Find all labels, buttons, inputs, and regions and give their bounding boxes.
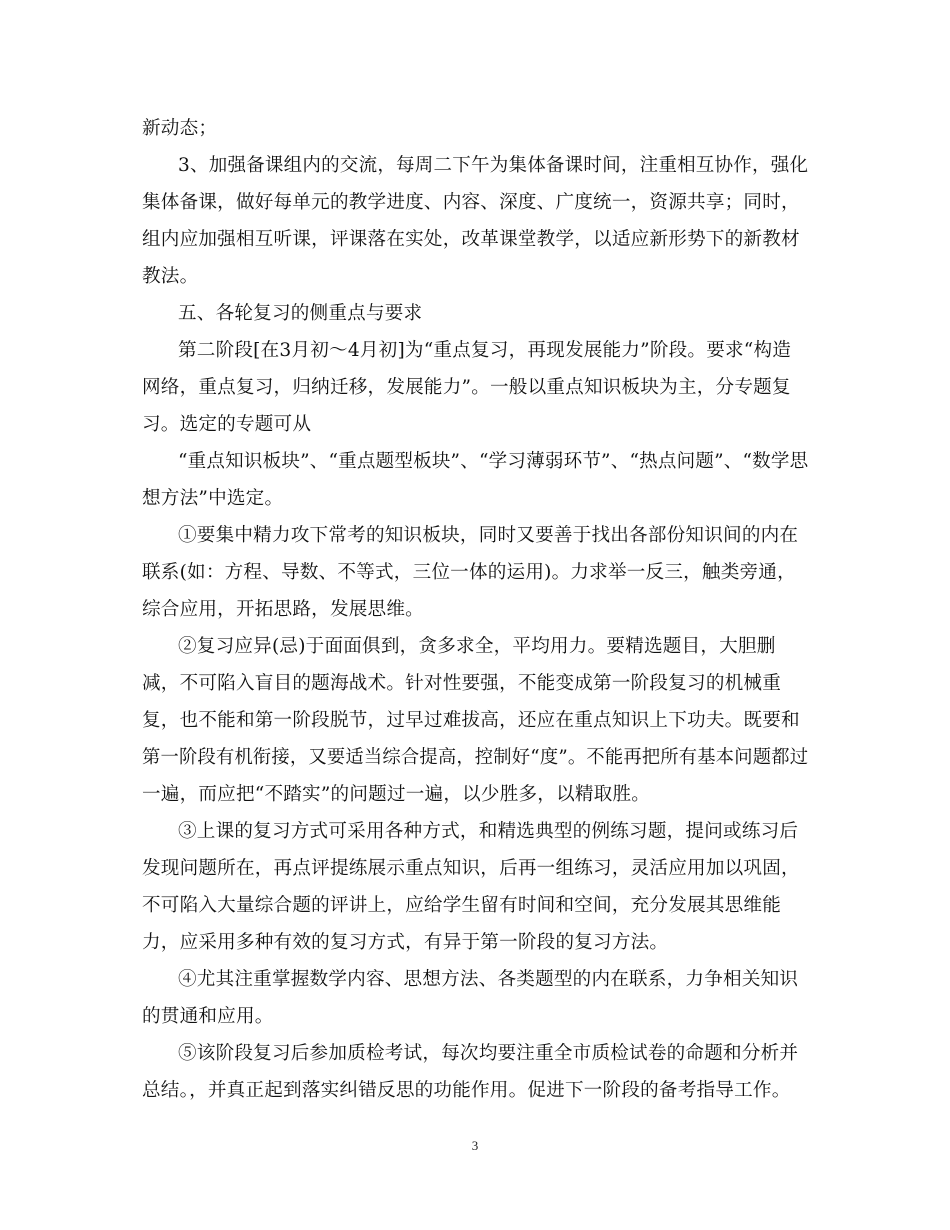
text-line: 新动态； bbox=[142, 118, 218, 139]
text-line: 力，应采用多种有效的复习方式，有异于第一阶段的复习方法。 bbox=[142, 932, 669, 953]
text-line: 复，也不能和第一阶段脱节，过早过难拔高，还应在重点知识上下功夫。既要和 bbox=[142, 710, 800, 731]
text-line: ①要集中精力攻下常考的知识板块，同时又要善于找出各部份知识间的内在 bbox=[178, 525, 799, 546]
text-line: 网络，重点复习，归纳迁移，发展能力”。一般以重点知识板块为主，分专题复 bbox=[142, 377, 791, 398]
text-line: 不可陷入大量综合题的评讲上，应给学生留有时间和空间，充分发展其思维能 bbox=[142, 895, 781, 916]
text-line: 教法。 bbox=[142, 266, 199, 287]
text-line: 的贯通和应用。 bbox=[142, 1006, 274, 1027]
text-line: ④尤其注重掌握数学内容、思想方法、各类题型的内在联系，力争相关知识 bbox=[178, 969, 799, 990]
text-line: 综合应用，开拓思路，发展思维。 bbox=[142, 599, 424, 620]
text-line: 想方法”中选定。 bbox=[142, 488, 284, 509]
text-line: 3、加强备课组内的交流，每周二下午为集体备课时间，注重相互协作，强化 bbox=[178, 155, 809, 176]
section-heading: 五、各轮复习的侧重点与要求 bbox=[178, 303, 423, 324]
text-line: 习。选定的专题可从 bbox=[142, 414, 312, 435]
text-line: 总结。，并真正起到落实纠错反思的功能作用。促进下一阶段的备考指导工作。 bbox=[142, 1080, 791, 1101]
text-line: “重点知识板块”、“重点题型板块”、“学习薄弱环节”、“热点问题”、“数学思 bbox=[178, 451, 809, 472]
text-line: 第二阶段[在3月初～4月初]为“重点复习，再现发展能力”阶段。要求“构造 bbox=[178, 340, 792, 361]
text-line: 组内应加强相互听课，评课落在实处，改革课堂教学，以适应新形势下的新教材 bbox=[142, 229, 800, 250]
text-line: 一遍，而应把“不踏实”的问题过一遍，以少胜多，以精取胜。 bbox=[142, 784, 651, 805]
text-line: 减，不可陷入盲目的题海战术。针对性要强，不能变成第一阶段复习的机械重 bbox=[142, 673, 781, 694]
page-number: 3 bbox=[471, 1138, 479, 1153]
text-line: 第一阶段有机衔接，又要适当综合提高，控制好“度”。不能再把所有基本问题都过 bbox=[142, 747, 809, 768]
text-line: 联系(如：方程、导数、不等式，三位一体的运用)。力求举一反三，触类旁通， bbox=[142, 562, 796, 583]
text-line: 发现问题所在，再点评提练展示重点知识，后再一组练习，灵活应用加以巩固， bbox=[142, 858, 800, 879]
text-line: ⑤该阶段复习后参加质检考试，每次均要注重全市质检试卷的命题和分析并 bbox=[178, 1043, 799, 1064]
text-line: 集体备课，做好每单元的教学进度、内容、深度、广度统一，资源共享；同时， bbox=[142, 192, 800, 213]
text-line: ②复习应异(忌)于面面俱到，贪多求全，平均用力。要精选题目，大胆删 bbox=[178, 636, 776, 657]
text-line: ③上课的复习方式可采用各种方式，和精选典型的例练习题，提问或练习后 bbox=[178, 821, 799, 842]
